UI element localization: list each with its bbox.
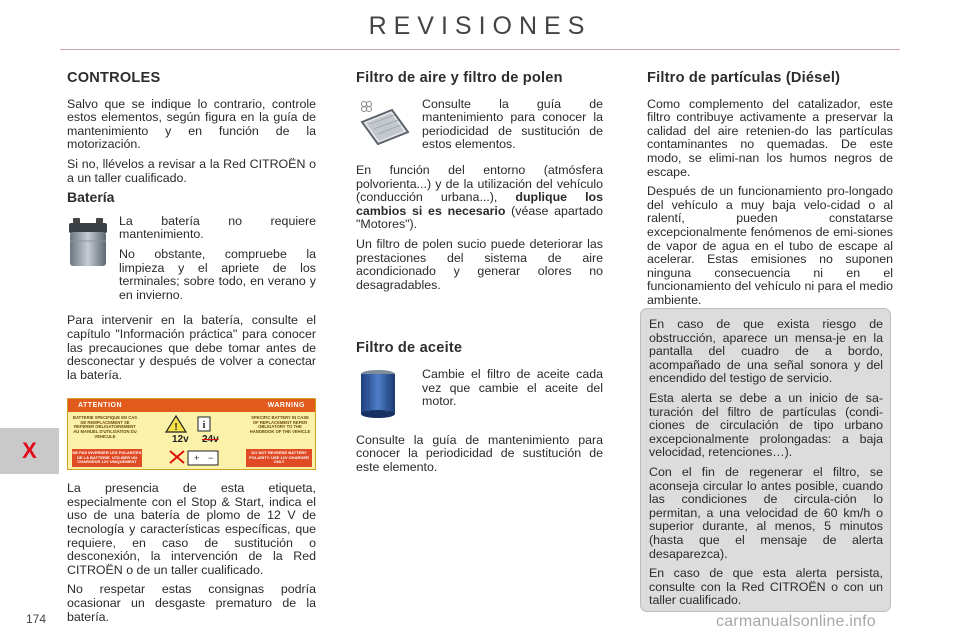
bateria-intro [67, 215, 316, 309]
page-title: REVISIONES [368, 12, 592, 40]
alert-saturation: Esta alerta se debe a un inicio de sa-turación del filtro de partículas (condi-ciones de circulación de tipo urbano excepcionalmente prolongadas: a baja velocidad, retenciones…). [649, 390, 883, 460]
bateria-premature-wear: No respetar estas consignas podría ocasionar un desgaste prematuro de la batería. [67, 582, 316, 624]
svg-text:+: + [194, 453, 200, 464]
oil-filter-icon [356, 368, 412, 424]
page-number: 174 [26, 612, 47, 626]
filtro-polen-note: Un filtro de polen sucio puede deteriorar las prestaciones del sistema de aire acondicionado y generar olores no desagradables. [356, 236, 603, 292]
filtro-aceite-guide: Consulte la guía de mantenimiento para conocer la periodicidad de sustitución de este elemento. [356, 432, 603, 474]
filtro-aire-intro [356, 98, 603, 158]
label-fr-red: NE PAS INVERSER LES POLARITES DE LA BATTERIE. UTILISER UN CHARGEUR 12V UNIQUEMENT [72, 449, 142, 467]
alert-obstruction: En caso de que exista riesgo de obstrucción, aparece un mensa-je en la pantalla del cuadro de a bordo, acompañado de una señal sonora y del encendido del testigo de servicio. [649, 317, 883, 386]
bateria-practical-info: Para intervenir en la batería, consulte el capítulo "Información práctica" para conocer las precauciones que debe tomar antes de desconectar y después de volver a conectar la batería. [67, 313, 316, 382]
filtro-aire-guide: Consulte la guía de mantenimiento para conocer la periodicidad de sustitución de estos elementos. [422, 96, 603, 152]
label-en-text: SPECIFIC BATTERY IN CASE OF REPLACEMENT REFER OBLIGATORY TO THE HANDBOOK OF THE VEHICLE [249, 415, 311, 435]
label-battery-polarity-icon [168, 447, 224, 467]
alert-regenerate: Con el fin de regenerar el filtro, se aconseja circular lo antes posible, cuando las condiciones de circula-ción lo permitan, a una velocidad de 60 km/h o superior durante, al menos, 5 minutos (hasta que el mensaje de alerta desaparezca). [649, 464, 883, 561]
filtro-particulas-alert-box [640, 308, 891, 612]
svg-text:i: i [202, 420, 206, 432]
alert-persist: En caso de que esta alerta persista, consulte con la Red CITROËN o con un taller cualificado. [649, 566, 883, 608]
bateria-check-terminals: No obstante, compruebe la limpieza y el apriete de los terminales; sobre todo, en verano y en invierno. [119, 246, 316, 302]
svg-text:!: ! [174, 422, 178, 434]
filtro-particulas-column [647, 72, 893, 314]
label-warning: WARNING [267, 401, 305, 409]
chapter-tab[interactable] [0, 428, 59, 474]
label-24v: 24v [202, 434, 219, 446]
filtro-aceite-change: Cambie el filtro de aceite cada vez que cambie el aceite del motor. [422, 366, 603, 409]
controles-red-citroen: Si no, llévelos a revisar a la Red CITROËN o a un taller cualificado. [67, 156, 316, 185]
title-divider [60, 49, 900, 50]
filtro-aire-environment-text: En función del entorno (atmósfera polvorienta...) y de la utilización del vehículo (conducción urbana...), [356, 162, 603, 205]
filtro-aceite-intro [356, 368, 603, 424]
filtro-aire-duplicate-note: duplique los cambios si es necesario [356, 190, 603, 218]
filtro-particulas-steam: Después de un funcionamiento pro-longado del vehículo a muy baja velo-cidad o al ralentí, pueden constatarse excepcionalmente fenómenos de emi-siones de vapor de agua en el tubo de escape al acelerar. Estas emisiones no suponen ninguna consecuencia ni en el funcionamiento del vehículo ni para el medio ambiente. [647, 184, 893, 307]
controles-heading: CONTROLES [67, 70, 161, 86]
filtro-aire-motores-ref: (véase apartado "Motores"). [356, 203, 603, 232]
battery-warning-label [67, 398, 316, 470]
filtro-particulas-heading: Filtro de partículas (Diésel) [647, 70, 841, 86]
filtro-particulas-intro: Como complemento del catalizador, este filtro contribuye activamente a preservar la calidad del aire retenien-do las partículas contaminantes no quemadas. De este modo, se elimi-nan los humos negros de escape. [647, 96, 893, 179]
bateria-heading: Batería [67, 189, 115, 206]
bateria-no-maintenance: La batería no requiere mantenimiento. [119, 213, 316, 242]
air-filter-icon [356, 98, 412, 158]
watermark: carmanualsonline.info [716, 613, 876, 630]
battery-icon [67, 215, 109, 309]
controles-intro: Salvo que se indique lo contrario, controle estos elementos, según figura en la guía de mantenimiento y en función de la motorización. [67, 96, 316, 152]
label-en-red: DO NOT REVERSE BATTERY POLARITY. USE 12V CHARGER ONLY [246, 449, 312, 467]
filtro-aire-heading: Filtro de aire y filtro de polen [356, 70, 563, 86]
filtro-aceite-heading: Filtro de aceite [356, 340, 463, 357]
filtros-column [356, 72, 603, 480]
svg-text:−: − [208, 453, 214, 464]
filtro-aire-environment [356, 164, 603, 232]
label-attention: ATTENTION [78, 401, 123, 409]
chapter-tab-label: X [22, 438, 37, 463]
controles-column [67, 72, 316, 630]
bateria-label-explanation: La presencia de esta etiqueta, especialmente con el Stop & Start, indica el uso de una batería de plomo de 12 V de tecnología y características específicas, que requiere, en caso de sustitución o desconexión, la intervención de la Red CITROËN o de un taller cualificado. [67, 481, 316, 577]
label-12v: 12v [172, 434, 189, 446]
label-fr-text: BATTERIE SPECIFIQUE EN CAS DE REMPLACEMENT SE REFERER OBLIGATOIREMENT AU MANUEL D'UTILISATION DU VEHICULE [72, 415, 138, 439]
